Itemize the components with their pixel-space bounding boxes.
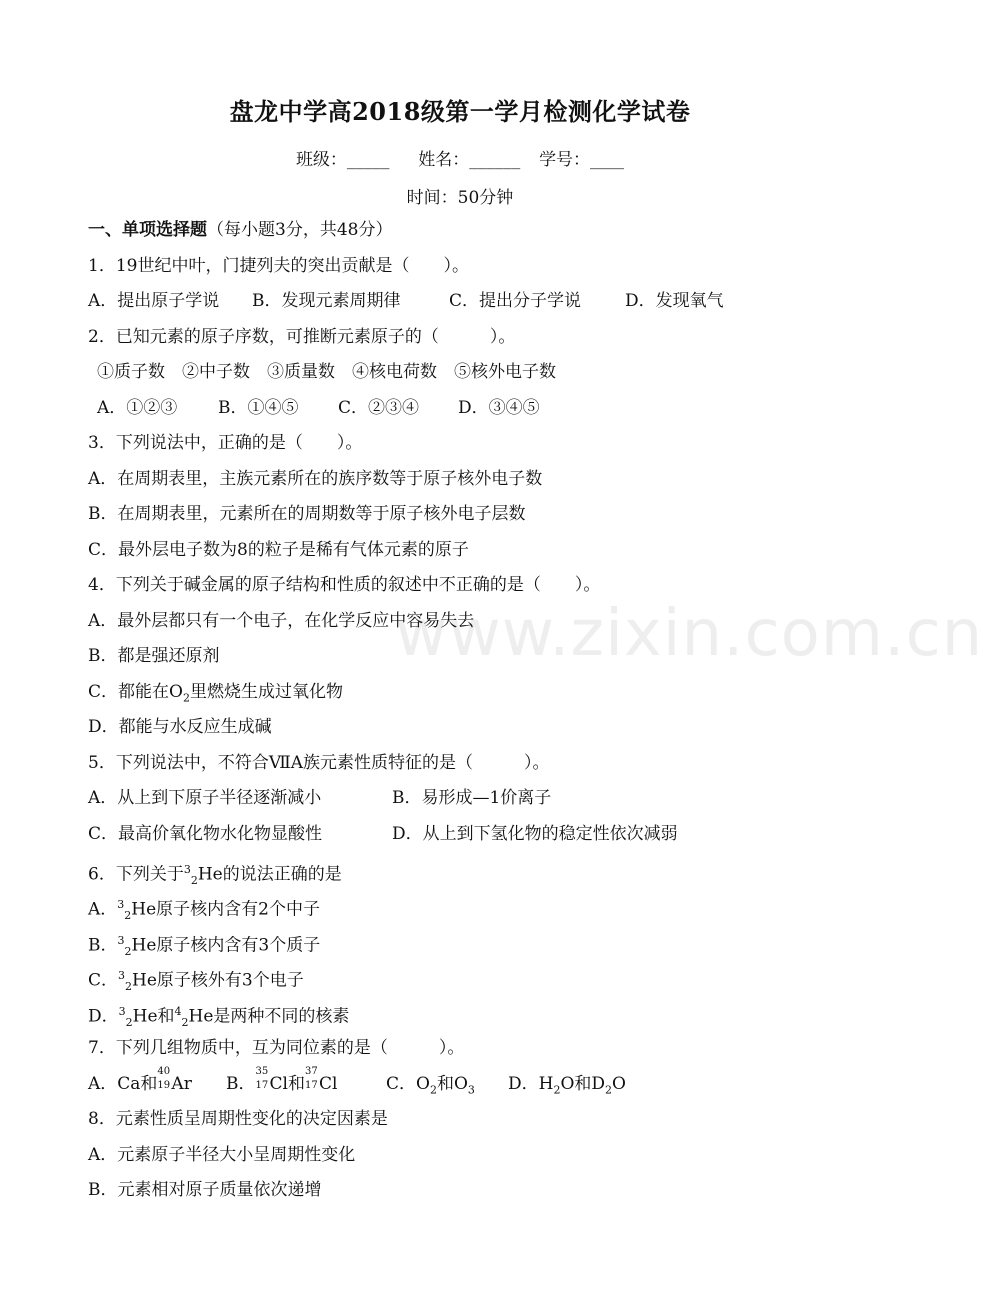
- q1-option-c: C．提出分子学说: [449, 291, 582, 311]
- q2-option-c: C．②③④: [338, 398, 420, 418]
- question-8-stem: 8．元素性质呈周期性变化的决定因素是: [88, 1109, 388, 1129]
- q6-option-d: D．$^3_2$He和$^4_2$He是两种不同的核素: [88, 1005, 350, 1030]
- q4-option-d: D．都能与水反应生成碱: [88, 717, 272, 737]
- question-6-stem: 6．下列关于$^3_2$He的说法正确的是: [88, 863, 342, 888]
- question-4-stem: 4．下列关于碱金属的原子结构和性质的叙述中不正确的是（ ）。: [88, 575, 601, 595]
- q5-option-b: B．易形成—1价离子: [392, 788, 552, 808]
- q2-option-d: D．③④⑤: [458, 398, 540, 418]
- q5-option-c: C．最高价氧化物水化物显酸性: [88, 824, 323, 844]
- q5-option-a: A．从上到下原子半径逐渐减小: [88, 788, 322, 808]
- q7-option-b: B． 35 17 Cl和 37 17 Cl: [226, 1066, 338, 1094]
- q2-option-a: A．①②③: [97, 398, 178, 418]
- q1-option-a: A．提出原子学说: [88, 291, 220, 311]
- q7-option-a: A．Ca和 40 19 Ar: [88, 1066, 192, 1094]
- question-1-stem: 1．19世纪中叶，门捷列夫的突出贡献是（ ）。: [88, 256, 469, 276]
- student-info-line: [0, 145, 920, 170]
- name-field: 姓名：______: [418, 150, 521, 170]
- exam-title: 盘龙中学高2018级第一学月检测化学试卷: [229, 97, 691, 126]
- section-note: （每小题3分，共48分）: [207, 220, 393, 240]
- question-5-stem: 5．下列说法中，不符合ⅦA族元素性质特征的是（ ）。: [88, 753, 550, 773]
- q7-option-d: D．$H_2O$和$D_2O$: [508, 1074, 626, 1097]
- question-3-stem: 3．下列说法中，正确的是（ ）。: [88, 433, 363, 453]
- q4-option-c: C．都能在$O_2$里燃烧生成过氧化物: [88, 682, 343, 705]
- q3-option-a: A．在周期表里，主族元素所在的族序数等于原子核外电子数: [88, 469, 543, 489]
- question-2-stem: 2．已知元素的原子序数，可推断元素原子的（ ）。: [88, 327, 516, 347]
- exam-time: 时间：50分钟: [406, 188, 514, 208]
- question-2-options: [97, 397, 540, 419]
- q7-option-c: C．$O_2$和$O_3$: [386, 1074, 475, 1097]
- question-1-options: [88, 290, 724, 312]
- q3-option-b: B．在周期表里，元素所在的周期数等于原子核外电子层数: [88, 504, 526, 524]
- q4-option-a: A．最外层都只有一个电子，在化学反应中容易失去: [88, 611, 475, 631]
- q1-option-d: D．发现氧气: [625, 291, 724, 311]
- q6-option-a: A．$^3_2$He原子核内含有2个中子: [88, 898, 320, 923]
- q6-option-c: C．$^3_2$He原子核外有3个电子: [88, 969, 304, 994]
- question-5-options-row-2: [88, 823, 678, 845]
- q2-option-b: B．①④⑤: [218, 398, 299, 418]
- q8-option-b: B．元素相对原子质量依次递增: [88, 1180, 322, 1200]
- question-2-items: ①质子数 ②中子数 ③质量数 ④核电荷数 ⑤核外电子数: [97, 362, 556, 382]
- section-heading: 一、单项选择题（每小题3分，共48分）: [88, 220, 393, 240]
- q3-option-c: C．最外层电子数为8的粒子是稀有气体元素的原子: [88, 540, 469, 560]
- watermark: www.zixin.com.cn: [395, 597, 983, 671]
- question-5-options-row-1: [88, 787, 551, 809]
- q1-option-b: B．发现元素周期律: [252, 291, 401, 311]
- q8-option-a: A．元素原子半径大小呈周期性变化: [88, 1145, 356, 1165]
- student-id-field: 学号：____: [539, 150, 625, 170]
- question-7-options: [88, 1066, 626, 1101]
- class-field: 班级：_____: [295, 150, 390, 170]
- q6-option-b: B．$^3_2$He原子核内含有3个质子: [88, 934, 321, 959]
- q5-option-d: D．从上到下氢化物的稳定性依次减弱: [392, 824, 678, 844]
- question-7-stem: 7．下列几组物质中，互为同位素的是（ ）。: [88, 1038, 465, 1058]
- q4-option-b: B．都是强还原剂: [88, 646, 220, 666]
